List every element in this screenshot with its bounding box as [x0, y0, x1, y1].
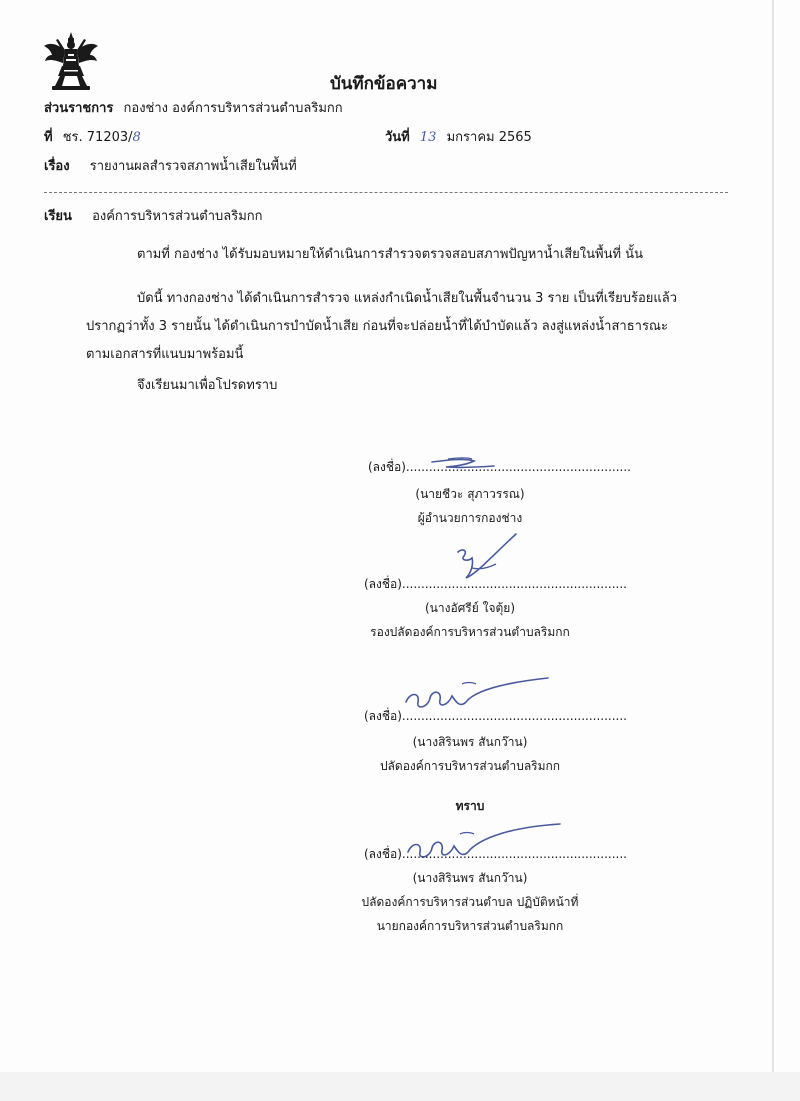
scan-edge-bottom: [0, 1072, 800, 1101]
signature-3-position: ปลัดองค์การบริหารส่วนตำบลริมกก: [379, 759, 561, 773]
body-paragraph-2-line-3: ตามเอกสารที่แนบมาพร้อมนี้: [86, 347, 244, 362]
body-paragraph-2-line-1: บัดนี้ ทางกองช่าง ได้ดำเนินการสำรวจ แหล่งกำเนิดน้ำเสียในพื้นจำนวน 3 ราย เป็นที่เรียบร้อยแล้ว: [137, 291, 678, 306]
acknowledge-name: (นางสิรินพร สันกว๊าน): [412, 871, 528, 885]
body-closing: จึงเรียนมาเพื่อโปรดทราบ: [137, 378, 278, 393]
signature-1-position: ผู้อำนวยการกองช่าง: [417, 511, 523, 525]
signature-2-line: (ลงชื่อ)...........................................................: [364, 577, 627, 591]
acknowledge-position-line-1: ปลัดองค์การบริหารส่วนตำบล ปฏิบัติหน้าที่: [361, 895, 579, 909]
memo-title: บันทึกข้อความ: [330, 74, 438, 94]
date-value: มกราคม 2565: [446, 130, 532, 145]
ref-label: ที่: [44, 130, 53, 145]
agency-row: [44, 100, 343, 118]
body-paragraph-1: ตามที่ กองช่าง ได้รับมอบหมายให้ดำเนินการสำรวจตรวจสอบสภาพปัญหาน้ำเสียในพื้นที่ นั้น: [137, 247, 643, 262]
agency-value: กองช่าง องค์การบริหารส่วนตำบลริมกก: [123, 101, 343, 116]
garuda-emblem-icon: [42, 30, 100, 92]
header-divider: [44, 192, 728, 193]
agency-label: ส่วนราชการ: [44, 101, 114, 116]
date-label: วันที่: [385, 130, 410, 145]
subject-value: รายงานผลสำรวจสภาพน้ำเสียในพื้นที่: [89, 159, 297, 174]
signature-1-line: (ลงชื่อ)...........................................................: [368, 460, 631, 474]
subject-row: [44, 158, 297, 176]
ref-handwritten: 8: [132, 130, 141, 145]
signature-2-name: (นางอัศรีย์ ใจตุ้ย): [425, 601, 515, 615]
acknowledge-line: (ลงชื่อ)...........................................................: [364, 847, 627, 861]
acknowledge-label: ทราบ: [455, 799, 485, 813]
to-value: องค์การบริหารส่วนตำบลริมกก: [92, 209, 263, 224]
subject-label: เรื่อง: [44, 159, 70, 174]
signature-3-line: (ลงชื่อ)...........................................................: [364, 709, 627, 723]
acknowledge-position-line-2: นายกองค์การบริหารส่วนตำบลริมกก: [376, 919, 564, 933]
date-row: [385, 129, 532, 147]
signature-1-name: (นายชีวะ สุภาวรรณ): [415, 487, 525, 501]
ref-value: ชร. 71203/: [62, 130, 133, 145]
ref-row: [44, 129, 141, 147]
date-handwritten: 13: [419, 130, 437, 145]
to-row: [44, 208, 263, 226]
signature-3-name: (นางสิรินพร สันกว๊าน): [412, 735, 528, 749]
to-label: เรียน: [44, 209, 72, 224]
body-paragraph-2-line-2: ปรากฏว่าทั้ง 3 รายนั้น ได้ดำเนินการบำบัดน้ำเสีย ก่อนที่จะปล่อยน้ำที่ได้บำบัดแล้ว ลงสู่แหล่งน้ำสาธารณะ: [86, 319, 668, 334]
signature-2-position: รองปลัดองค์การบริหารส่วนตำบลริมกก: [370, 625, 570, 639]
scan-edge-right: [772, 0, 774, 1101]
